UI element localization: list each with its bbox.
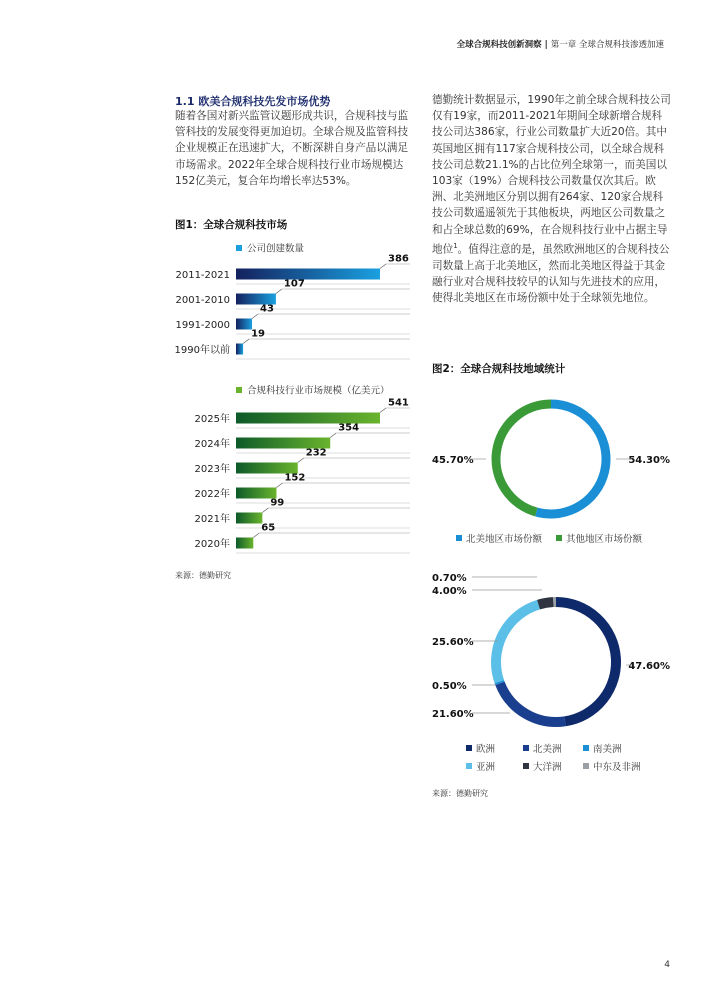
page-number: 4	[664, 960, 670, 970]
legend-label: 中东及非洲	[593, 762, 641, 773]
leader-line	[243, 339, 249, 344]
category-label: 2025年	[194, 414, 230, 425]
slice-value-label: 47.60%	[628, 661, 670, 672]
bar	[236, 344, 243, 355]
value-label: 65	[261, 522, 276, 534]
category-label: 2023年	[194, 464, 230, 475]
value-label: 232	[305, 447, 327, 459]
header-separator: |	[544, 40, 548, 50]
slice-value-label: 45.70%	[432, 455, 474, 466]
figure1-title: 图1：全球合规科技市场	[175, 219, 288, 231]
legend-label: 合规科技行业市场规模（亿美元）	[247, 385, 390, 397]
leader-line	[252, 314, 258, 319]
figure1-source: 来源：德勤研究	[175, 571, 231, 580]
continent-distribution-donut	[420, 565, 690, 780]
legend-swatch	[556, 535, 562, 541]
legend-swatch	[523, 763, 529, 769]
company-count-chart	[170, 240, 415, 365]
leader-line	[253, 533, 259, 538]
leader-line	[262, 508, 268, 513]
slice-value-label: 25.60%	[432, 637, 474, 648]
slice-value-label: 54.30%	[628, 455, 670, 466]
value-label: 43	[260, 303, 274, 315]
slice-value-label: 0.50%	[432, 681, 467, 692]
category-label: 2011-2021	[175, 270, 230, 281]
legend-label: 北美地区市场份额	[466, 534, 543, 545]
bar	[236, 513, 262, 524]
legend-swatch	[466, 745, 472, 751]
figure2-source: 来源：德勤研究	[432, 789, 488, 798]
category-label: 1991-2000	[175, 320, 230, 331]
left-paragraph: 随着各国对新兴监管议题形成共识，合规科技与监管科技的发展变得更加迫切。全球合规及监管科技企业规模正在迅速扩大，不断深耕自身产品以满足市场需求。2022年全球合规科技行业市场规模达152亿美元，复合年均增长率达53%。	[175, 110, 409, 187]
section-title: 1.1 欧美合规科技先发市场优势	[175, 95, 331, 108]
legend-label: 公司创建数量	[247, 243, 305, 255]
leader-line	[380, 264, 386, 269]
page-header	[457, 38, 664, 50]
donut-slice	[539, 602, 554, 605]
category-label: 2020年	[194, 539, 230, 550]
legend-swatch	[456, 535, 462, 541]
right-paragraph	[432, 92, 672, 306]
value-label: 354	[338, 422, 360, 434]
slice-value-label: 0.70%	[432, 573, 467, 584]
leader-line	[276, 289, 282, 294]
slice-value-label: 21.60%	[432, 709, 474, 720]
category-label: 2001-2010	[175, 295, 230, 306]
legend-label: 亚洲	[476, 762, 496, 773]
category-label: 2021年	[194, 514, 230, 525]
donut-slice	[500, 683, 565, 722]
value-label: 152	[284, 472, 306, 484]
legend-label: 欧洲	[476, 744, 496, 755]
right-paragraph-main: 德勤统计数据显示，1990年之前全球合规科技公司仅有19家，而2011-2021年期间全球新增合规科技公司达386家，行业公司数量扩大近20倍。其中英国地区拥有117家合规科技公司，以全球合规科技公司总数21.1%的占比位列全球第一，而美国以103家（19%）合规科技公司数量仅次其后。欧洲、北美洲地区分别以拥有264家、120家合规科技公司数遥遥领先于其他板块，两地区公司数量之和占全球总数的69%，在合规科技行业中占据主导地位	[432, 94, 671, 256]
legend-swatch	[583, 745, 589, 751]
bar	[236, 319, 252, 330]
market-size-chart	[170, 382, 415, 557]
value-label: 107	[283, 278, 305, 290]
value-label: 541	[388, 397, 409, 409]
value-label: 99	[270, 497, 285, 509]
legend-label: 北美洲	[533, 744, 562, 755]
legend-swatch	[466, 763, 472, 769]
donut-slice	[556, 602, 616, 721]
category-label: 1990年以前	[174, 345, 230, 356]
donut-slice	[496, 605, 539, 682]
leader-line	[276, 483, 282, 488]
regional-share-donut	[420, 382, 690, 552]
legend-label: 大洋洲	[533, 762, 562, 773]
legend-swatch	[236, 387, 242, 393]
value-label: 386	[388, 253, 409, 265]
legend-swatch	[583, 763, 589, 769]
leader-line	[298, 458, 304, 463]
footnote-marker: 1	[453, 241, 458, 250]
category-label: 2024年	[194, 439, 230, 450]
donut-slice	[499, 682, 500, 684]
figure2-title: 图2：全球合规科技地域统计	[432, 363, 566, 375]
right-paragraph-end: 。值得注意的是，虽然欧洲地区的合规科技公司数量上高于北美地区，然而北美地区得益于其金融行业对合规科技较早的认知与先进技术的应用，使得北美地区在市场份额中处于全球领先地位。	[432, 243, 670, 304]
legend-swatch	[236, 245, 242, 251]
legend-label: 其他地区市场份额	[566, 534, 643, 545]
value-label: 19	[251, 328, 266, 340]
donut-slice	[536, 404, 606, 514]
bar	[236, 269, 380, 280]
bar	[236, 538, 253, 549]
legend-swatch	[523, 745, 529, 751]
report-title: 全球合规科技创新洞察	[456, 40, 542, 50]
slice-value-label: 4.00%	[432, 586, 467, 597]
donut-slice	[496, 404, 551, 512]
chapter-title: 第一章 全球合规科技渗透加速	[550, 40, 664, 50]
category-label: 2022年	[194, 489, 230, 500]
leader-line	[380, 408, 386, 413]
leader-line	[330, 433, 336, 438]
legend-label: 南美洲	[593, 744, 622, 755]
